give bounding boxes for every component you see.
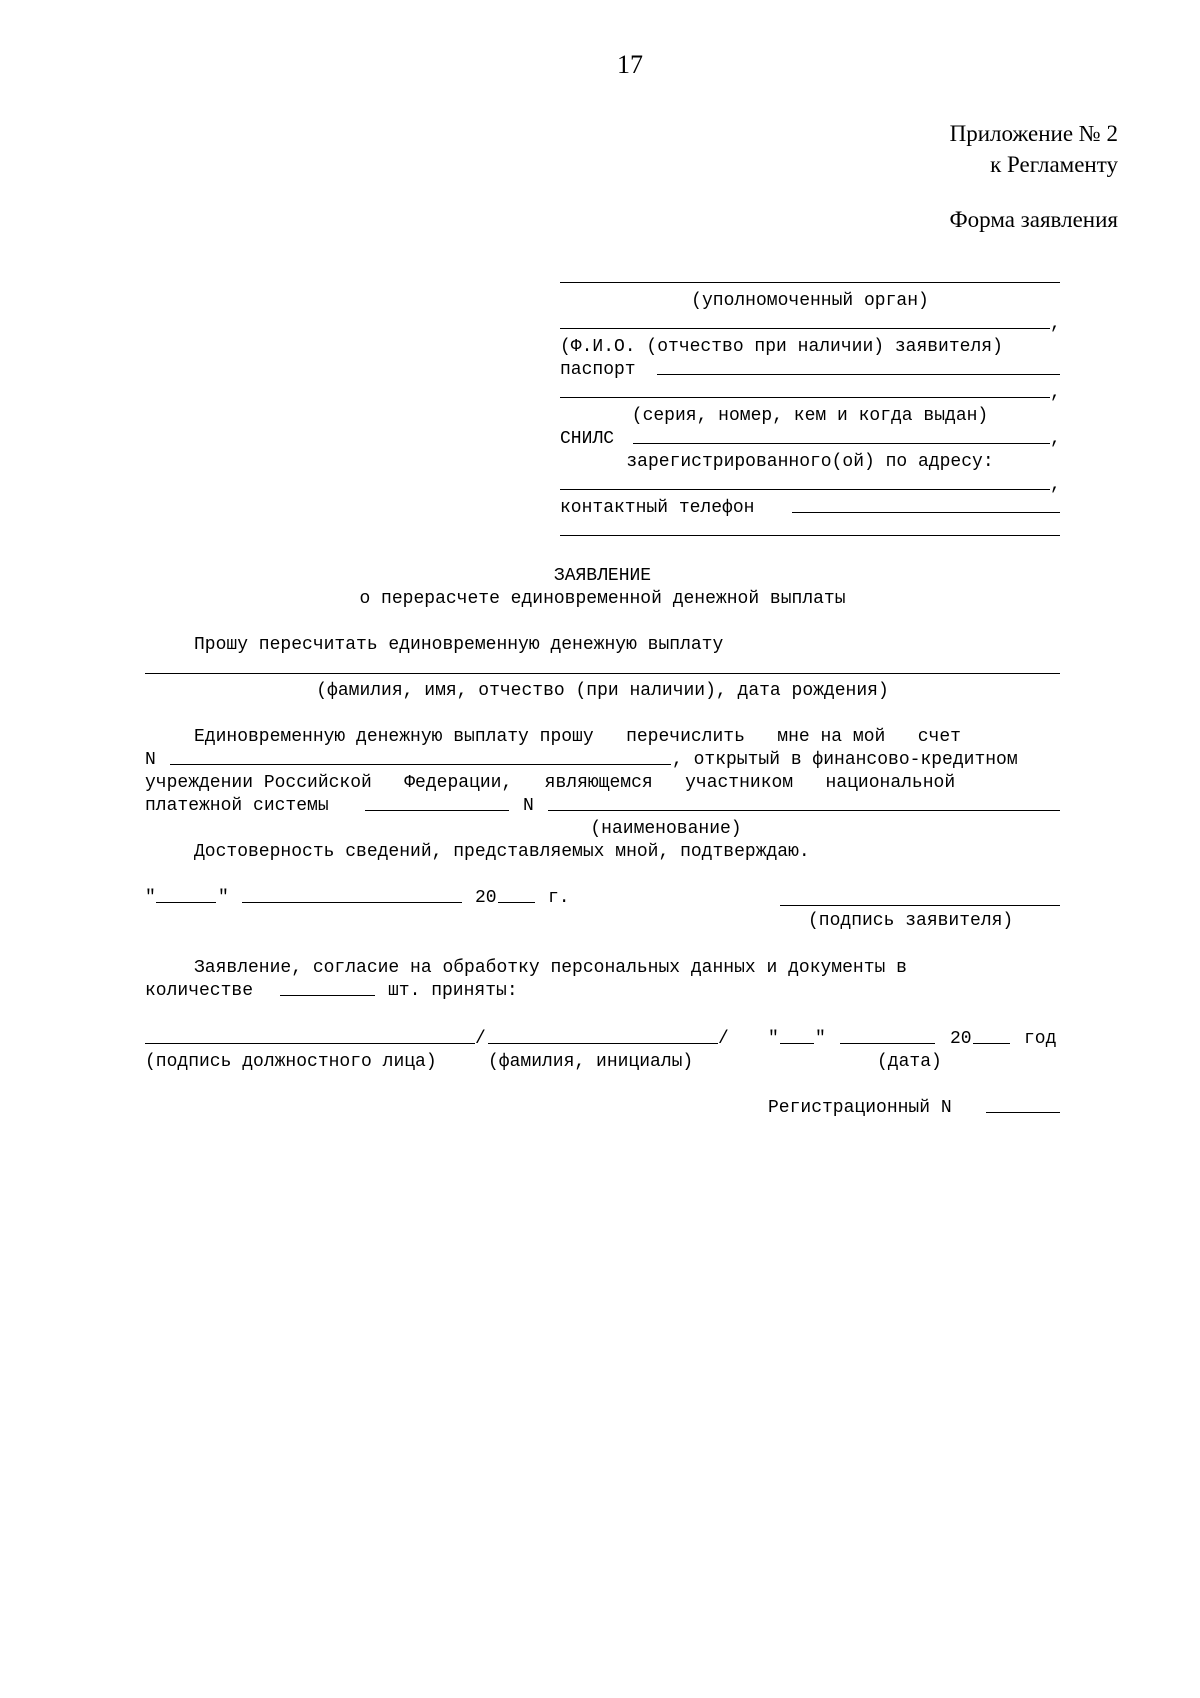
applicant-signature-field[interactable] — [780, 905, 1060, 906]
authority-caption: (уполномоченный орган) — [691, 291, 929, 311]
form-label: Форма заявления — [949, 207, 1118, 232]
address-label: зарегистрированного(ой) по адресу: — [626, 452, 994, 472]
statement-title: ЗАЯВЛЕНИЕ — [553, 566, 652, 586]
acceptance-day-field[interactable] — [780, 1043, 814, 1044]
date-year-field[interactable] — [498, 902, 535, 903]
official-initials-caption: (фамилия, инициалы) — [488, 1052, 694, 1072]
recipient-caption: (фамилия, имя, отчество (при наличии), дата рождения) — [316, 681, 889, 701]
payment-system-label: платежной системы — [145, 796, 329, 816]
bank-number-label: N — [523, 796, 534, 816]
appendix-number: Приложение № 2 — [949, 121, 1118, 146]
payment-line-3: учреждении Российской Федерации, являющемся участником национальной — [145, 773, 956, 793]
snils-comma: , — [1050, 429, 1061, 449]
snils-label: СНИЛС — [560, 429, 615, 449]
document-count-field[interactable] — [280, 995, 375, 996]
phone-label: контактный телефон — [560, 498, 755, 518]
fio-caption: (Ф.И.О. (отчество при наличии) заявителя) — [560, 337, 1003, 357]
date-year-suffix: г. — [548, 888, 570, 908]
acceptance-count-suffix: шт. приняты: — [388, 981, 518, 1001]
address-field[interactable] — [560, 489, 1050, 490]
appendix-header — [950, 118, 1118, 180]
date-quote-close: " — [218, 888, 229, 908]
acceptance-year-field[interactable] — [973, 1043, 1010, 1044]
acceptance-year-suffix: год — [1024, 1029, 1057, 1049]
acceptance-line-1: Заявление, согласие на обработку персональных данных и документы в — [194, 958, 907, 978]
authority-field[interactable] — [560, 282, 1060, 283]
phone-field[interactable] — [792, 512, 1060, 513]
date-day-field[interactable] — [156, 902, 216, 903]
appendix-reference: к Регламенту — [990, 152, 1118, 177]
official-signature-field[interactable] — [145, 1043, 475, 1044]
account-number-field[interactable] — [170, 764, 671, 765]
passport-comma: , — [1050, 383, 1061, 403]
request-text: Прошу пересчитать единовременную денежную выплату — [194, 635, 724, 655]
recipient-field[interactable] — [145, 673, 1060, 674]
passport-field[interactable] — [657, 374, 1060, 375]
passport-caption: (серия, номер, кем и когда выдан) — [631, 406, 989, 426]
acceptance-month-field[interactable] — [840, 1043, 935, 1044]
official-signature-caption: (подпись должностного лица) — [145, 1052, 437, 1072]
acceptance-year-prefix: 20 — [950, 1029, 972, 1049]
payment-line-1: Единовременную денежную выплату прошу перечислить мне на мой счет — [194, 727, 961, 747]
bank-name-caption: (наименование) — [590, 819, 742, 839]
slash-2: / — [718, 1029, 729, 1049]
acceptance-count-label: количестве — [145, 981, 254, 1001]
snils-field[interactable] — [633, 443, 1050, 444]
date-year-prefix: 20 — [475, 888, 497, 908]
statement-subtitle: о перерасчете единовременной денежной выплаты — [359, 589, 846, 609]
acceptance-quote-close: " — [815, 1029, 826, 1049]
address-comma: , — [1050, 475, 1061, 495]
page-number: 17 — [617, 50, 643, 79]
acceptance-date-caption: (дата) — [877, 1052, 942, 1072]
passport-field-2[interactable] — [560, 397, 1050, 398]
confirmation-text: Достоверность сведений, представляемых мной, подтверждаю. — [194, 842, 810, 862]
official-initials-field[interactable] — [488, 1043, 718, 1044]
registration-number-field[interactable] — [986, 1112, 1060, 1113]
phone-field-2[interactable] — [560, 535, 1060, 536]
slash-1: / — [475, 1029, 486, 1049]
payment-system-field[interactable] — [365, 810, 509, 811]
date-month-field[interactable] — [242, 902, 462, 903]
fio-field[interactable] — [560, 328, 1050, 329]
fio-comma: , — [1050, 314, 1061, 334]
date-quote-open: " — [145, 888, 156, 908]
passport-label: паспорт — [560, 360, 636, 380]
acceptance-quote-open: " — [768, 1029, 779, 1049]
applicant-signature-caption: (подпись заявителя) — [808, 911, 1014, 931]
account-number-label: N — [145, 750, 156, 770]
bank-name-field[interactable] — [548, 810, 1060, 811]
payment-line-2: , открытый в финансово-кредитном — [672, 750, 1018, 770]
registration-label: Регистрационный N — [768, 1098, 952, 1118]
